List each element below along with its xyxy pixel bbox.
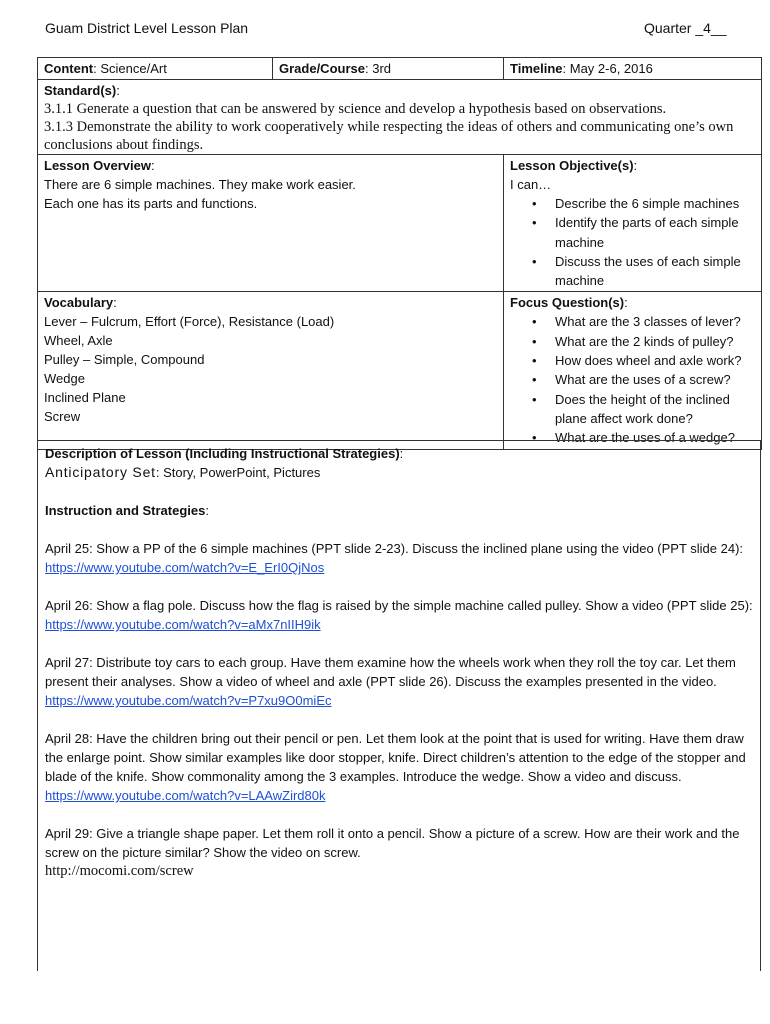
standard-item: 3.1.1 Generate a question that can be answered by science and develop a hypothesis based on observations. — [44, 101, 667, 117]
overview-label: Lesson Overview — [44, 158, 151, 173]
content-label: Content — [44, 61, 94, 76]
standard-item: 3.1.3 Demonstrate the ability to work cooperatively while respecting the ideas of others and communicating one’s own conclusions about findings. — [44, 119, 734, 153]
day-april-28 — [45, 729, 753, 805]
objective-text: Identify the parts of each simple machine — [555, 215, 739, 250]
vocabulary-item: Screw — [44, 409, 81, 425]
april-28-text: April 28: Have the children bring out their pencil or pen. Let them look at the point that is used for writing. Have them draw the enlarge point. Show similar examples like door stopper, knife. Direct children’s attention to the edge of the stopper and blade of the knife. Show commonality among the 3 examples. Introduce the wedge. Show a video and discuss. — [45, 731, 746, 784]
vocabulary-item: Wheel, Axle — [44, 333, 113, 349]
standards-label: Standard(s) — [44, 83, 117, 98]
standards-cell — [38, 80, 762, 155]
focus-label: Focus Question(s) — [510, 295, 625, 311]
vocabulary-item: Lever – Fulcrum, Effort (Force), Resistance (Load) — [44, 314, 335, 330]
april-25-video-link[interactable]: https://www.youtube.com/watch?v=E_ErI0QjNos — [45, 560, 325, 575]
objectives-label: Lesson Objective(s) — [510, 158, 634, 173]
april-28-video-link[interactable]: https://www.youtube.com/watch?v=LAAwZird80k — [45, 788, 326, 803]
day-april-27 — [45, 653, 753, 710]
list-item: • What are the uses of a wedge? — [532, 430, 735, 446]
standards-colon: : — [116, 83, 120, 98]
overview-line: Each one has its parts and functions. — [44, 196, 258, 211]
overview-line: There are 6 simple machines. They make work easier. — [44, 177, 356, 192]
list-item: • What are the 2 kinds of pulley? — [532, 333, 734, 349]
grade-value: : 3rd — [364, 61, 391, 76]
document-title: Guam District Level Lesson Plan — [45, 20, 249, 36]
list-item: • How does wheel and axle work? — [532, 353, 742, 369]
objective-text: Describe the 6 simple machines — [555, 196, 740, 211]
objectives-intro: I can… — [510, 177, 552, 192]
list-item: • Does the height of the inclined plane affect work done? — [532, 391, 730, 426]
list-item: • Identify the parts of each simple machine — [532, 215, 739, 250]
objective-text: Discuss the uses of each simple machine — [555, 253, 741, 289]
april-25-text: April 25: Show a PP of the 6 simple machines (PPT slide 2-23). Discuss the inclined plane using the video (PPT slide 24): — [45, 541, 744, 556]
timeline-value: : May 2-6, 2016 — [562, 61, 653, 76]
list-item: • What are the 3 classes of lever? — [532, 314, 741, 330]
description-colon: : — [399, 446, 404, 461]
vocabulary-label: Vocabulary — [44, 295, 114, 311]
quarter-label: Quarter _4__ — [644, 20, 727, 36]
anticipatory-value: : Story, PowerPoint, Pictures — [155, 465, 321, 480]
overview-colon: : — [150, 158, 155, 173]
focus-list — [510, 312, 755, 447]
day-april-29 — [45, 824, 753, 881]
focus-question: What are the uses of a wedge? — [555, 430, 735, 446]
focus-question: What are the 2 kinds of pulley? — [555, 333, 734, 349]
overview-cell — [38, 155, 504, 292]
vocabulary-item: Inclined Plane — [44, 390, 126, 406]
objectives-cell — [504, 155, 762, 292]
content-cell — [38, 58, 273, 80]
april-27-video-link[interactable]: https://www.youtube.com/watch?v=P7xu9O0miEc — [45, 693, 332, 708]
instruction-label: Instruction and Strategies — [45, 503, 206, 518]
list-item: • Describe the 6 simple machines — [532, 196, 740, 211]
vocabulary-cell — [38, 292, 504, 449]
instruction-colon: : — [205, 503, 209, 518]
focus-question: Does the height of the inclined plane affect work done? — [555, 391, 730, 426]
focus-question: What are the 3 classes of lever? — [555, 314, 741, 330]
vocabulary-item: Pulley – Simple, Compound — [44, 352, 205, 368]
vocabulary-item: Wedge — [44, 371, 85, 387]
description-label: Description of Lesson (Including Instructional Strategies) — [45, 446, 400, 461]
april-27-text: April 27: Distribute toy cars to each group. Have them examine how the wheels work when they roll the toy car. Let them present their analyses. Show a video of wheel and axle (PPT slide 26). Discuss the examples presented in the video. — [45, 655, 736, 689]
list-item: • Discuss the uses of each simple machine — [532, 253, 741, 289]
focus-question: What are the uses of a screw? — [555, 372, 731, 388]
day-april-26 — [45, 596, 753, 634]
anticipatory-label: Anticipatory Set — [45, 464, 156, 480]
april-26-text: April 26: Show a flag pole. Discuss how the flag is raised by the simple machine called pulley. Show a video (PPT slide 25): — [45, 598, 753, 613]
timeline-cell — [504, 58, 762, 80]
grade-label: Grade/Course — [279, 61, 365, 76]
list-item: • What are the uses of a screw? — [532, 372, 731, 388]
focus-cell — [504, 292, 762, 449]
focus-question: How does wheel and axle work? — [555, 353, 742, 369]
day-april-25 — [45, 539, 753, 577]
april-29-link[interactable]: http://mocomi.com/screw — [45, 863, 194, 879]
objectives-colon: : — [633, 158, 638, 173]
grade-cell — [273, 58, 504, 80]
content-value: : Science/Art — [93, 61, 167, 76]
lesson-plan-table — [37, 57, 762, 450]
focus-colon: : — [624, 295, 628, 311]
vocabulary-colon: : — [113, 295, 117, 311]
description-box — [37, 440, 761, 971]
timeline-label: Timeline — [510, 61, 563, 76]
objectives-list — [510, 194, 755, 290]
april-26-video-link[interactable]: https://www.youtube.com/watch?v=aMx7nIIH9ik — [45, 617, 321, 632]
april-29-text: April 29: Give a triangle shape paper. Let them roll it onto a pencil. Show a picture of a screw. How are their work and the screw on the picture similar? Show the video on screw. — [45, 826, 740, 860]
